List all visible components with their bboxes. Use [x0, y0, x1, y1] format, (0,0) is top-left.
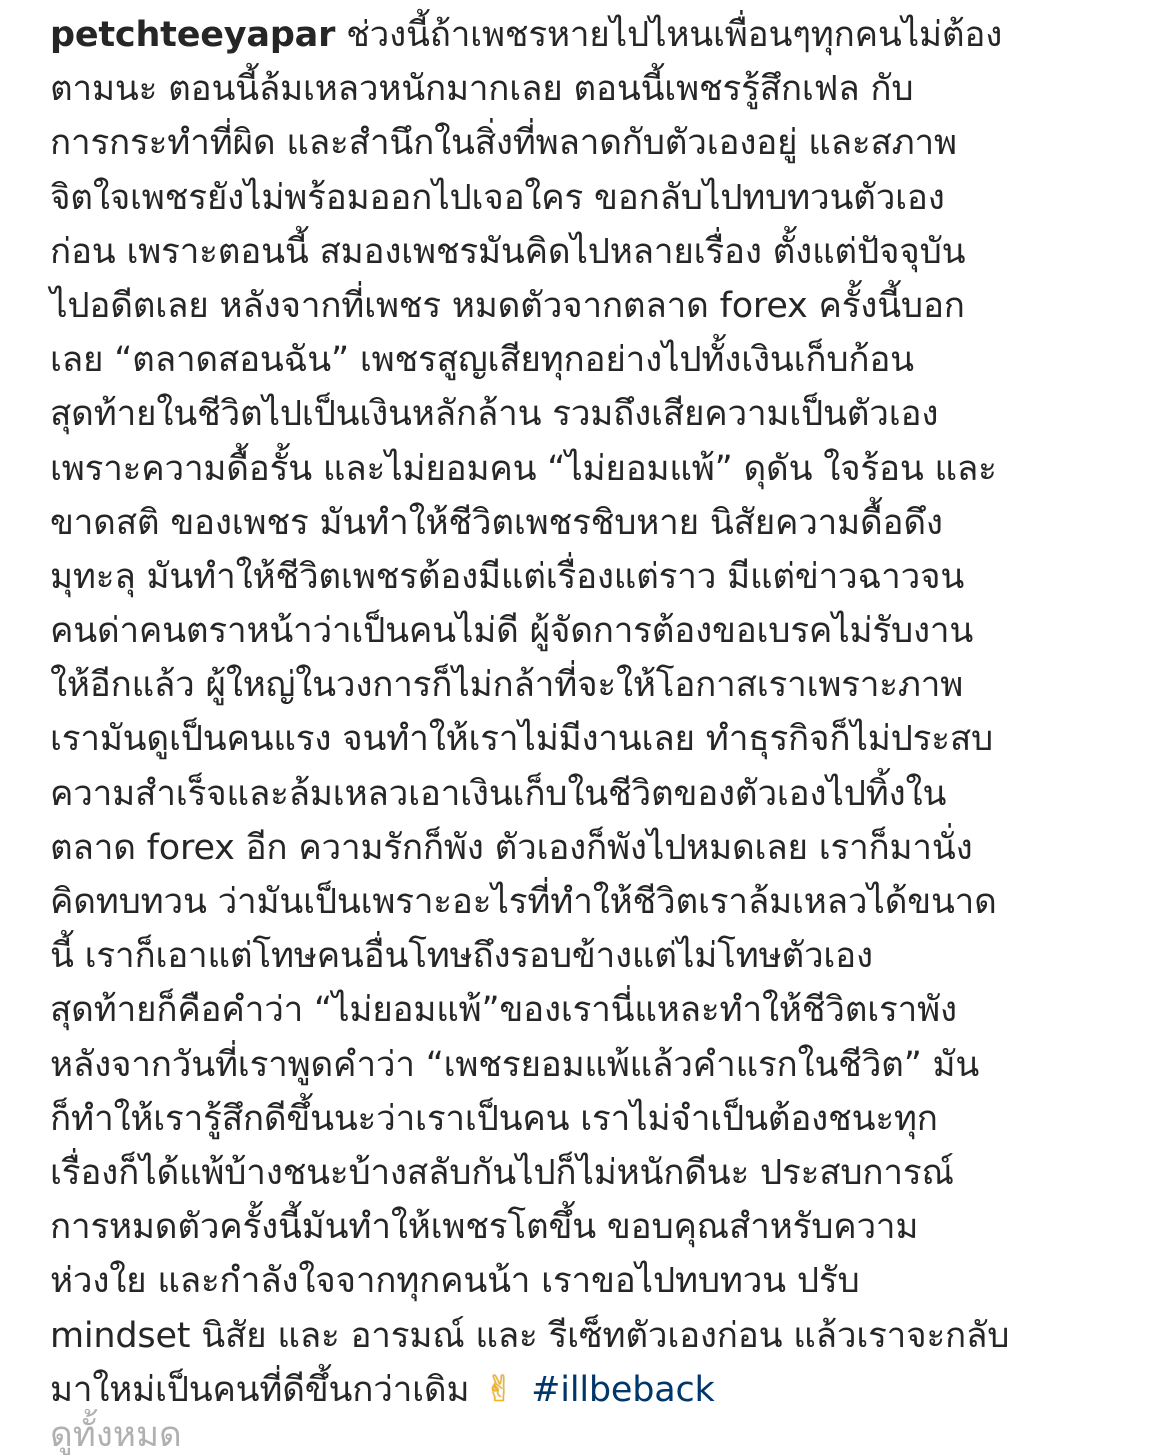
hashtag-link[interactable]: #illbeback	[531, 1369, 715, 1410]
caption-line: จิตใจเพชรยังไม่พร้อมออกไปเจอใคร ขอกลับไปทบทวนตัวเอง	[50, 177, 945, 218]
caption-line: เรามันดูเป็นคนแรง จนทำให้เราไม่มีงานเลย ทำธุรกิจก็ไม่ประสบ	[50, 719, 993, 760]
caption-line: การหมดตัวครั้งนี้มันทำให้เพชรโตขึ้น ขอบคุณสำหรับความ	[50, 1207, 919, 1248]
caption-text: ช่วงนี้ถ้าเพชรหายไปไหนเพื่อนๆทุกคนไม่ต้อง	[346, 15, 1003, 55]
caption-line: ให้อีกแล้ว ผู้ใหญ่ในวงการก็ไม่กล้าที่จะให้โอกาสเราเพราะภาพ	[50, 665, 964, 706]
caption-line: ก็ทำให้เรารู้สึกดีขึ้นนะว่าเราเป็นคน เราไม่จำเป็นต้องชนะทุก	[50, 1098, 938, 1139]
caption-line: นี้ เราก็เอาแต่โทษคนอื่นโทษถึงรอบข้างแต่ไม่โทษตัวเอง	[50, 936, 873, 977]
caption-line: ตลาด forex อีก ความรักก็พัง ตัวเองก็พังไปหมดเลย เราก็มานั่ง	[50, 827, 973, 868]
truncated-next-line	[50, 1415, 650, 1455]
caption-line: สุดท้ายก็คือคำว่า “ไม่ยอมแพ้”ของเรานี่แหละทำให้ชีวิตเราพัง	[50, 990, 957, 1031]
caption-line: เลย “ตลาดสอนฉัน” เพชรสูญเสียทุกอย่างไปทั้งเงินเก็บก้อน	[50, 340, 914, 381]
truncated-text: ดูทั้งหมด	[50, 1415, 182, 1455]
caption-line: เพราะความดื้อรั้น และไม่ยอมคน “ไม่ยอมแพ้” ดุดัน ใจร้อน และ	[50, 448, 997, 489]
caption-line: ความสำเร็จและล้มเหลวเอาเงินเก็บในชีวิตของตัวเองไปทิ้งใน	[50, 773, 947, 814]
post-caption	[50, 8, 1125, 1417]
caption-line: ไปอดีตเลย หลังจากที่เพชร หมดตัวจากตลาด forex ครั้งนี้บอก	[50, 285, 965, 326]
caption-line: คนด่าคนตราหน้าว่าเป็นคนไม่ดี ผู้จัดการต้องขอเบรคไม่รับงาน	[50, 611, 974, 652]
caption-line	[50, 8, 1125, 62]
caption-line: ขาดสติ ของเพชร มันทำให้ชีวิตเพชรชิบหาย นิสัยความดื้อดึง	[50, 502, 943, 543]
caption-line: เรื่องก็ได้แพ้บ้างชนะบ้างสลับกันไปก็ไม่หนักดีนะ ประสบการณ์	[50, 1152, 954, 1193]
caption-line: คิดทบทวน ว่ามันเป็นเพราะอะไรที่ทำให้ชีวิตเราล้มเหลวได้ขนาด	[50, 882, 997, 922]
caption-line: ตามนะ ตอนนี้ล้มเหลวหนักมากเลย ตอนนี้เพชรรู้สึกเฟล กับ	[50, 69, 914, 110]
caption-line	[50, 1363, 1125, 1417]
caption-line: การกระทำที่ผิด และสำนึกในสิ่งที่พลาดกับตัวเองอยู่ และสภาพ	[50, 123, 957, 164]
caption-line: หลังจากวันที่เราพูดคำว่า “เพชรยอมแพ้แล้วคำแรกในชีวิต” มัน	[50, 1044, 980, 1085]
username-link[interactable]: petchteeyapar	[50, 15, 336, 55]
caption-line: ก่อน เพราะตอนนี้ สมองเพชรมันคิดไปหลายเรื่อง ตั้งแต่ปัจจุบัน	[50, 231, 966, 272]
caption-line: สุดท้ายในชีวิตไปเป็นเงินหลักล้าน รวมถึงเสียความเป็นตัวเอง	[50, 394, 939, 435]
caption-line: มุทะลุ มันทำให้ชีวิตเพชรต้องมีแต่เรื่องแต่ราว มีแต่ข่าวฉาวจน	[50, 556, 965, 597]
caption-line: ห่วงใย และกำลังใจจากทุกคนน้า เราขอไปทบทวน ปรับ	[50, 1261, 860, 1302]
caption-line: mindset นิสัย และ อารมณ์ และ รีเซ็ทตัวเองก่อน แล้วเราจะกลับ	[50, 1315, 1010, 1356]
caption-text: มาใหม่เป็นคนที่ดีขึ้นกว่าเดิม	[50, 1369, 470, 1410]
victory-hand-icon: ✌	[484, 1368, 515, 1410]
